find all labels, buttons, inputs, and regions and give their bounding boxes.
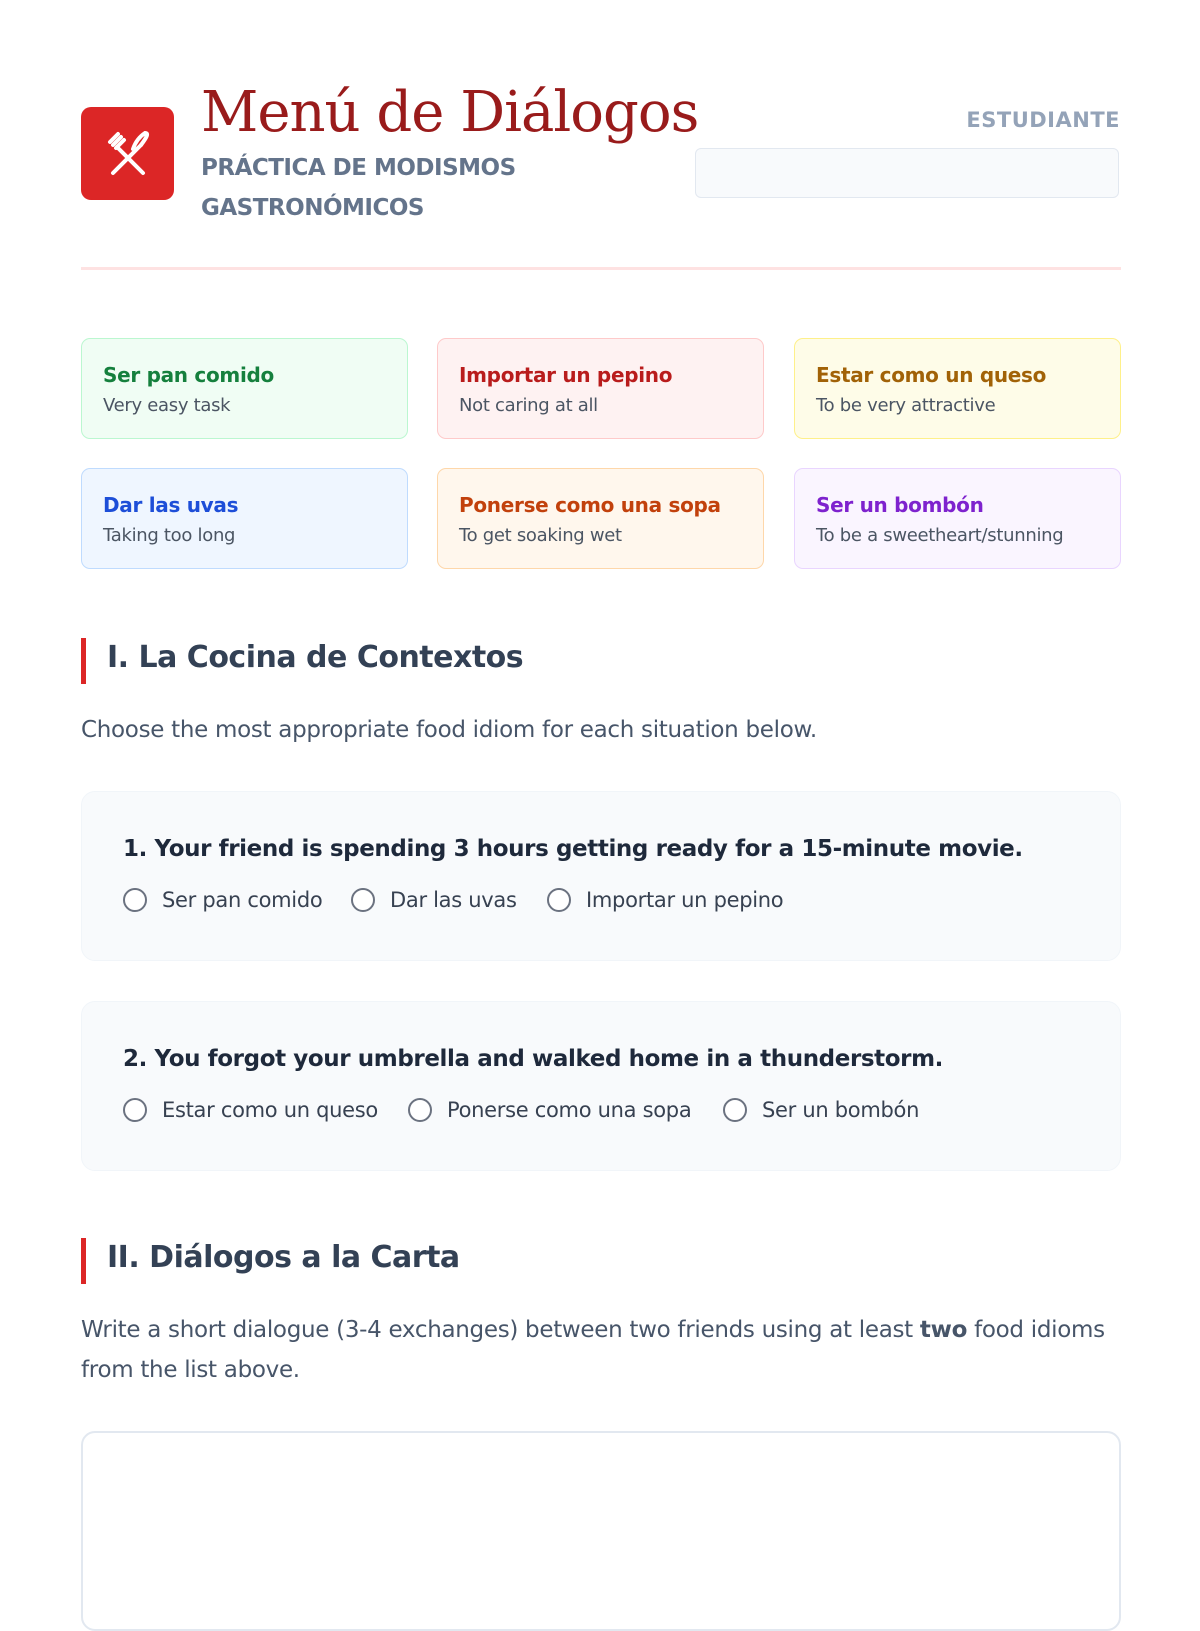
page-title: Menú de Diálogos [201, 80, 699, 145]
idiom-card-ser-pan-comido [81, 338, 408, 439]
question-card-1 [81, 791, 1121, 961]
idiom-meaning: Very easy task [103, 395, 231, 416]
answer-option[interactable] [123, 1098, 378, 1122]
answer-option-label: Estar como un queso [162, 1098, 378, 1122]
instruction-text: food idioms from the list above. [81, 1317, 1105, 1383]
question-card-2 [81, 1001, 1121, 1171]
question-text: 2. You forgot your umbrella and walked home in a thunderstorm. [123, 1046, 944, 1072]
instruction-emphasis: two [919, 1317, 968, 1343]
section-description [81, 1310, 1121, 1390]
question-text: 1. Your friend is spending 3 hours getting ready for a 15-minute movie. [123, 836, 1023, 862]
idiom-phrase: Estar como un queso [816, 363, 1047, 387]
idiom-card-ponerse-como-una-sopa [437, 468, 764, 569]
idiom-meaning: To get soaking wet [459, 525, 622, 546]
section-title-dialogos: II. Diálogos a la Carta [107, 1240, 460, 1275]
section-description: Choose the most appropriate food idiom for each situation below. [81, 717, 817, 743]
section-accent-bar [81, 638, 86, 684]
answer-option[interactable] [547, 888, 783, 912]
page-subtitle: PRÁCTICA DE MODISMOS GASTRONÓMICOS [201, 155, 516, 221]
section-accent-bar [81, 1238, 86, 1284]
idiom-meaning: To be very attractive [816, 395, 996, 416]
idiom-card-ser-un-bombon [794, 468, 1121, 569]
idiom-phrase: Dar las uvas [103, 493, 239, 517]
header-divider [81, 267, 1121, 270]
section-title-contextos: I. La Cocina de Contextos [107, 640, 524, 675]
answer-option[interactable] [351, 888, 517, 912]
radio-button[interactable] [547, 888, 571, 912]
idiom-card-importar-un-pepino [437, 338, 764, 439]
idiom-meaning: Not caring at all [459, 395, 598, 416]
fork-knife-crossed-icon [81, 107, 174, 200]
idiom-phrase: Ser un bombón [816, 493, 984, 517]
idiom-phrase: Importar un pepino [459, 363, 673, 387]
idiom-phrase: Ser pan comido [103, 363, 274, 387]
dialogue-answer-textarea[interactable] [81, 1431, 1121, 1631]
idiom-phrase: Ponerse como una sopa [459, 493, 721, 517]
answer-option-label: Ser pan comido [162, 888, 323, 912]
answer-option[interactable] [123, 888, 322, 912]
answer-option[interactable] [408, 1098, 691, 1122]
answer-option[interactable] [723, 1098, 919, 1122]
radio-button[interactable] [123, 1098, 147, 1122]
idiom-card-dar-las-uvas [81, 468, 408, 569]
radio-button[interactable] [123, 888, 147, 912]
idiom-card-estar-como-un-queso [794, 338, 1121, 439]
answer-option-label: Dar las uvas [390, 888, 517, 912]
idiom-meaning: Taking too long [103, 525, 236, 546]
answer-option-label: Ser un bombón [762, 1098, 920, 1122]
radio-button[interactable] [723, 1098, 747, 1122]
instruction-text: Write a short dialogue (3-4 exchanges) between two friends using at least [81, 1317, 920, 1343]
answer-option-label: Ponerse como una sopa [447, 1098, 692, 1122]
student-name-field[interactable] [695, 148, 1119, 198]
radio-button[interactable] [351, 888, 375, 912]
answer-option-label: Importar un pepino [586, 888, 784, 912]
student-label: ESTUDIANTE [966, 108, 1120, 132]
radio-button[interactable] [408, 1098, 432, 1122]
idiom-meaning: To be a sweetheart/stunning [816, 525, 1064, 546]
